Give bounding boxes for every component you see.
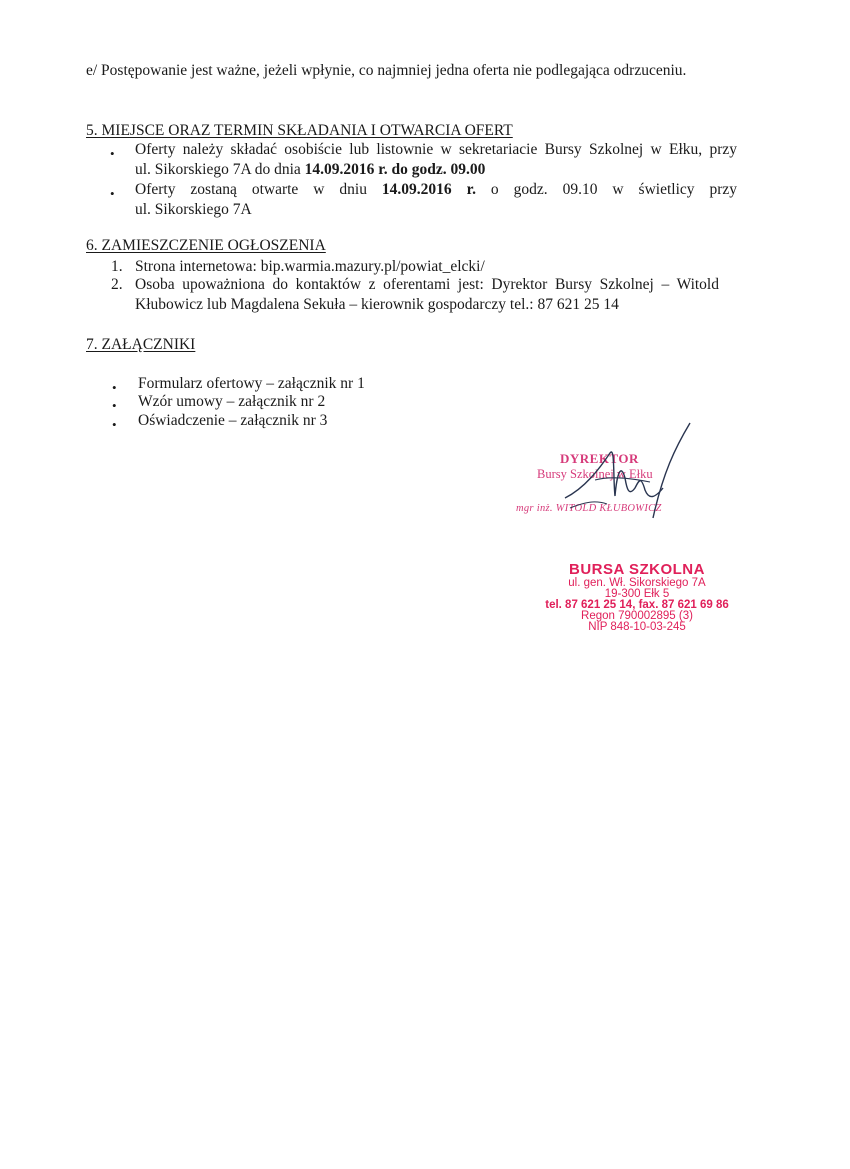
section-6-heading: 6. ZAMIESZCZENIE OGŁOSZENIA — [86, 237, 326, 254]
section-6-item-2-line-1: Osoba upoważniona do kontaktów z oferentami jest: Dyrektor Bursy Szkolnej – Witold — [135, 276, 719, 293]
signature-icon — [555, 418, 705, 528]
school-stamp-nip: NIP 848-10-03-245 — [588, 621, 686, 633]
bullet-icon: • — [112, 398, 117, 413]
section-6-item-1-number: 1. — [111, 258, 123, 275]
opening-date: 14.09.2016 r. — [381, 181, 476, 198]
bullet-icon: • — [112, 417, 117, 432]
deadline-label: ul. Sikorskiego 7A do dnia — [135, 161, 305, 178]
section-6-item-2-number: 2. — [111, 276, 123, 293]
section-5-heading: 5. MIEJSCE ORAZ TERMIN SKŁADANIA I OTWARCIA OFERT — [86, 122, 513, 139]
opening-label: Oferty zostaną otwarte w dniu — [135, 181, 382, 198]
director-stamp-name: mgr inż. WITOLD KŁUBOWICZ — [516, 503, 662, 514]
school-stamp-street: ul. gen. Wł. Sikorskiego 7A — [568, 577, 706, 589]
section-5-bullet-1-line-2 — [135, 161, 485, 179]
section-5-bullet-2-line-2: ul. Sikorskiego 7A — [135, 201, 252, 218]
bullet-icon: • — [110, 146, 115, 161]
intro-paragraph: e/ Postępowanie jest ważne, jeżeli wpłynie, co najmniej jedna oferta nie podlegająca odrzuceniu. — [86, 62, 687, 79]
school-stamp-regon: Regon 790002895 (3) — [581, 610, 693, 622]
director-stamp-org: Bursy Szkolnej w Ełku — [537, 467, 653, 481]
school-stamp-phone: tel. 87 621 25 14, fax. 87 621 69 86 — [545, 599, 729, 611]
attachment-item-1: Formularz ofertowy – załącznik nr 1 — [138, 375, 365, 392]
section-7-heading: 7. ZAŁĄCZNIKI — [86, 336, 196, 353]
section-5-bullet-1-line-1: Oferty należy składać osobiście lub listownie w sekretariacie Bursy Szkolnej w Ełku, przy — [135, 141, 737, 158]
bullet-icon: • — [110, 186, 115, 201]
deadline-date: 14.09.2016 r. do godz. 09.00 — [304, 161, 486, 178]
director-stamp-title: DYREKTOR — [560, 451, 639, 466]
section-6-item-2-line-2: Kłubowicz lub Magdalena Sekuła – kierownik gospodarczy tel.: 87 621 25 14 — [135, 296, 619, 313]
attachment-item-3: Oświadczenie – załącznik nr 3 — [138, 412, 328, 429]
section-5-bullet-2-line-1 — [135, 181, 737, 199]
bullet-icon: • — [112, 380, 117, 395]
school-stamp — [527, 561, 747, 633]
section-6-item-1: Strona internetowa: bip.warmia.mazury.pl/powiat_elcki/ — [135, 258, 485, 275]
attachment-item-2: Wzór umowy – załącznik nr 2 — [138, 393, 326, 410]
school-stamp-name: BURSA SZKOLNA — [569, 561, 705, 578]
opening-time: o godz. 09.10 w świetlicy przy — [475, 181, 737, 198]
school-stamp-city: 19-300 Ełk 5 — [604, 588, 670, 600]
